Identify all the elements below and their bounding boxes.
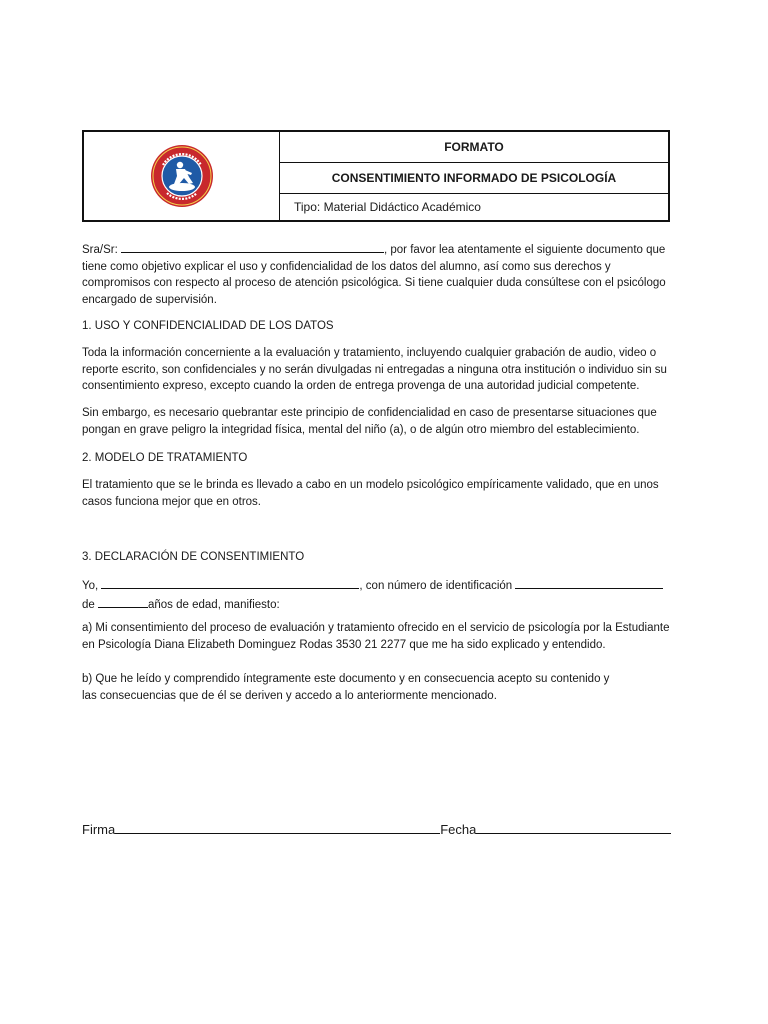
header-info — [280, 132, 668, 220]
section3-heading: 3. DECLARACIÓN DE CONSENTIMIENTO — [82, 551, 305, 563]
consent-item-a — [82, 620, 678, 653]
logo-cell — [84, 132, 280, 220]
age-label: años de edad, manifiesto: — [148, 598, 280, 611]
intro-line4: encargado de supervisión. — [82, 293, 217, 306]
item-a-line2: en Psicología Diana Elizabeth Dominguez Rodas 3530 21 2277 que me ha sido explicado y entendido. — [82, 638, 606, 651]
intro-line2: tiene como objetivo explicar el uso y confidencialidad de los datos del alumno, así como sus derechos y — [82, 260, 611, 273]
declaration-fields — [82, 576, 678, 613]
fecha-label: Fecha — [440, 822, 477, 837]
s1-p2-line1: Sin embargo, es necesario quebrantar este principio de confidencialidad en caso de presentarse situaciones que — [82, 407, 657, 419]
s1-p1-line2: reporte escrito, son confidenciales y no serán divulgadas ni entregadas a ninguna otra institución o individuo sin su — [82, 363, 667, 376]
item-b-line2: las consecuencias que de él se deriven y accedo a lo anteriormente mencionado. — [82, 689, 497, 702]
intro-line1: , por favor lea atentamente el siguiente documento que — [384, 244, 666, 256]
signature-row — [82, 820, 682, 839]
institution-seal-icon — [149, 143, 215, 209]
section2-heading: 2. MODELO DE TRATAMIENTO — [82, 452, 248, 464]
s2-p1-line1: El tratamiento que se le brinda es llevado a cabo en un modelo psicológico empíricamente validado, que en unos — [82, 479, 659, 491]
section1-paragraph1 — [82, 345, 678, 395]
declarant-name-field[interactable] — [101, 576, 359, 589]
section1-heading: 1. USO Y CONFIDENCIALIDAD DE LOS DATOS — [82, 320, 334, 332]
s1-p2-line2: pongan en grave peligro la integridad física, mental del niño (a), o de algún otro miembro del establecimiento. — [82, 423, 640, 436]
firma-label: Firma — [82, 822, 116, 837]
yo-label: Yo, — [82, 580, 99, 592]
name-field[interactable] — [121, 240, 384, 253]
s1-p1-line3: consentimiento expreso, excepto cuando la orden de entrega provenga de una autoridad judicial competente. — [82, 380, 640, 392]
format-label: FORMATO — [280, 132, 668, 163]
document-type: Tipo: Material Didáctico Académico — [294, 200, 481, 214]
item-b-line1: b) Que he leído y comprendido íntegramente este documento y en consecuencia acepto su contenido y — [82, 673, 610, 685]
salutation: Sra/Sr: — [82, 244, 118, 256]
age-field[interactable] — [98, 595, 148, 608]
s1-p1-line1: Toda la información concerniente a la evaluación y tratamiento, incluyendo cualquier grabación de audio, video o — [82, 347, 657, 359]
header-table — [82, 130, 670, 222]
document-title: CONSENTIMIENTO INFORMADO DE PSICOLOGÍA — [280, 163, 668, 194]
intro-line3: compromisos con respecto al proceso de atención psicológica. Si tiene cualquier duda consúltese con el psicólogo — [82, 277, 666, 289]
id-label: , con número de identificación — [359, 580, 513, 592]
section2-paragraph — [82, 477, 678, 510]
signature-field[interactable] — [115, 820, 440, 834]
section1-paragraph2 — [82, 405, 678, 438]
consent-item-b — [82, 671, 678, 704]
date-field[interactable] — [476, 820, 671, 834]
item-a-line1: a) Mi consentimiento del proceso de evaluación y tratamiento ofrecido en el servicio de psicología por la Estudiante — [82, 622, 670, 634]
intro-paragraph — [82, 240, 678, 308]
s2-p1-line2: casos funciona mejor que en otros. — [82, 495, 261, 508]
de-label: de — [82, 598, 95, 611]
id-number-field[interactable] — [515, 576, 663, 589]
